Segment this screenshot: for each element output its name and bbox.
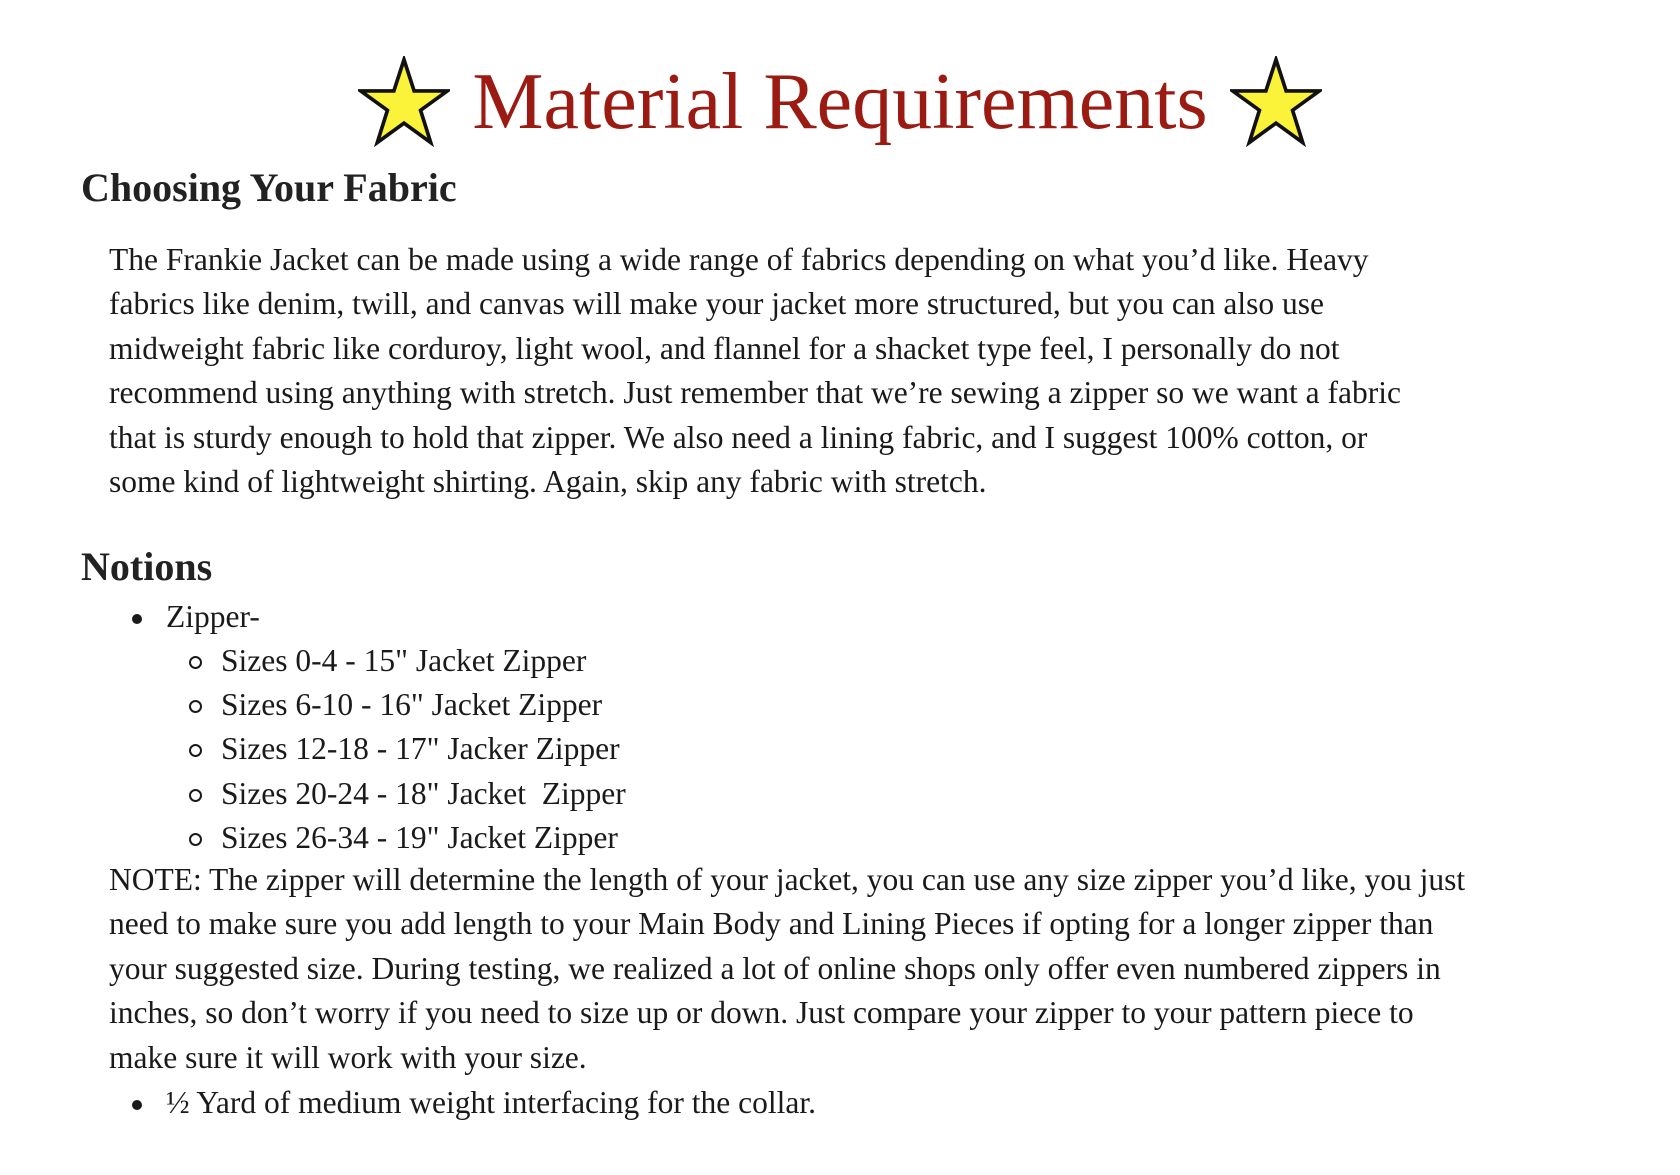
notions-list: [0, 595, 260, 639]
circle-bullet-icon: [189, 789, 202, 802]
zipper-note: [109, 858, 1649, 1080]
paragraph-line: recommend using anything with stretch. Just remember that we’re sewing a zipper so we want a fabric: [109, 375, 1401, 411]
circle-bullet-icon: [189, 833, 202, 846]
zipper-size-text: Sizes 6-10 - 16" Jacket Zipper: [221, 687, 603, 723]
list-item-zipper: [0, 595, 260, 639]
star-icon: [358, 56, 450, 148]
notions-list-continued: [0, 1081, 816, 1125]
paragraph-line: fabrics like denim, twill, and canvas will make your jacket more structured, but you can also use: [109, 286, 1325, 322]
note-line: inches, so don’t worry if you need to size up or down. Just compare your zipper to your pattern piece to: [109, 995, 1414, 1031]
notions-heading: Notions: [81, 544, 213, 589]
zipper-size-text: Sizes 0-4 - 15" Jacket Zipper: [221, 643, 587, 678]
list-item: [0, 727, 626, 771]
list-item: [0, 772, 626, 816]
fabric-heading: Choosing Your Fabric: [81, 165, 457, 210]
list-item: [0, 639, 626, 683]
list-item: [0, 816, 626, 860]
note-line: NOTE: The zipper will determine the length of your jacket, you can use any size zipper you’d like, you just: [109, 862, 1466, 897]
paragraph-line: some kind of lightweight shirting. Again, skip any fabric with stretch.: [109, 464, 987, 500]
note-line: your suggested size. During testing, we realized a lot of online shops only offer even numbered zippers in: [109, 950, 1441, 986]
zipper-size-text: Sizes 12-18 - 17" Jacker Zipper: [221, 731, 620, 767]
zipper-label: Zipper-: [166, 599, 260, 634]
paragraph-line: The Frankie Jacket can be made using a wide range of fabrics depending on what you’d like. Heavy: [109, 242, 1369, 277]
fabric-paragraph: [109, 238, 1649, 504]
note-line: make sure it will work with your size.: [109, 1039, 587, 1075]
list-item: [0, 683, 626, 727]
paragraph-line: midweight fabric like corduroy, light wool, and flannel for a shacket type feel, I personally do not: [109, 330, 1340, 366]
zipper-size-text: Sizes 20-24 - 18" Jacket Zipper: [221, 775, 626, 811]
interfacing-text: ½ Yard of medium weight interfacing for the collar.: [166, 1085, 816, 1120]
zipper-sizes-list: [0, 639, 626, 860]
paragraph-line: that is sturdy enough to hold that zipper. We also need a lining fabric, and I suggest 100% cotton, or: [109, 419, 1368, 455]
page-title: Material Requirements: [472, 58, 1208, 146]
zipper-size-text: Sizes 26-34 - 19" Jacket Zipper: [221, 819, 618, 855]
bullet-icon: [132, 1100, 142, 1110]
star-icon: [1230, 56, 1322, 148]
list-item-interfacing: [0, 1081, 816, 1125]
note-line: need to make sure you add length to your Main Body and Lining Pieces if opting for a longer zipper than: [109, 906, 1434, 942]
title-row: [0, 56, 1680, 148]
bullet-icon: [132, 614, 142, 624]
circle-bullet-icon: [189, 744, 202, 757]
circle-bullet-icon: [189, 700, 202, 713]
circle-bullet-icon: [189, 656, 202, 669]
